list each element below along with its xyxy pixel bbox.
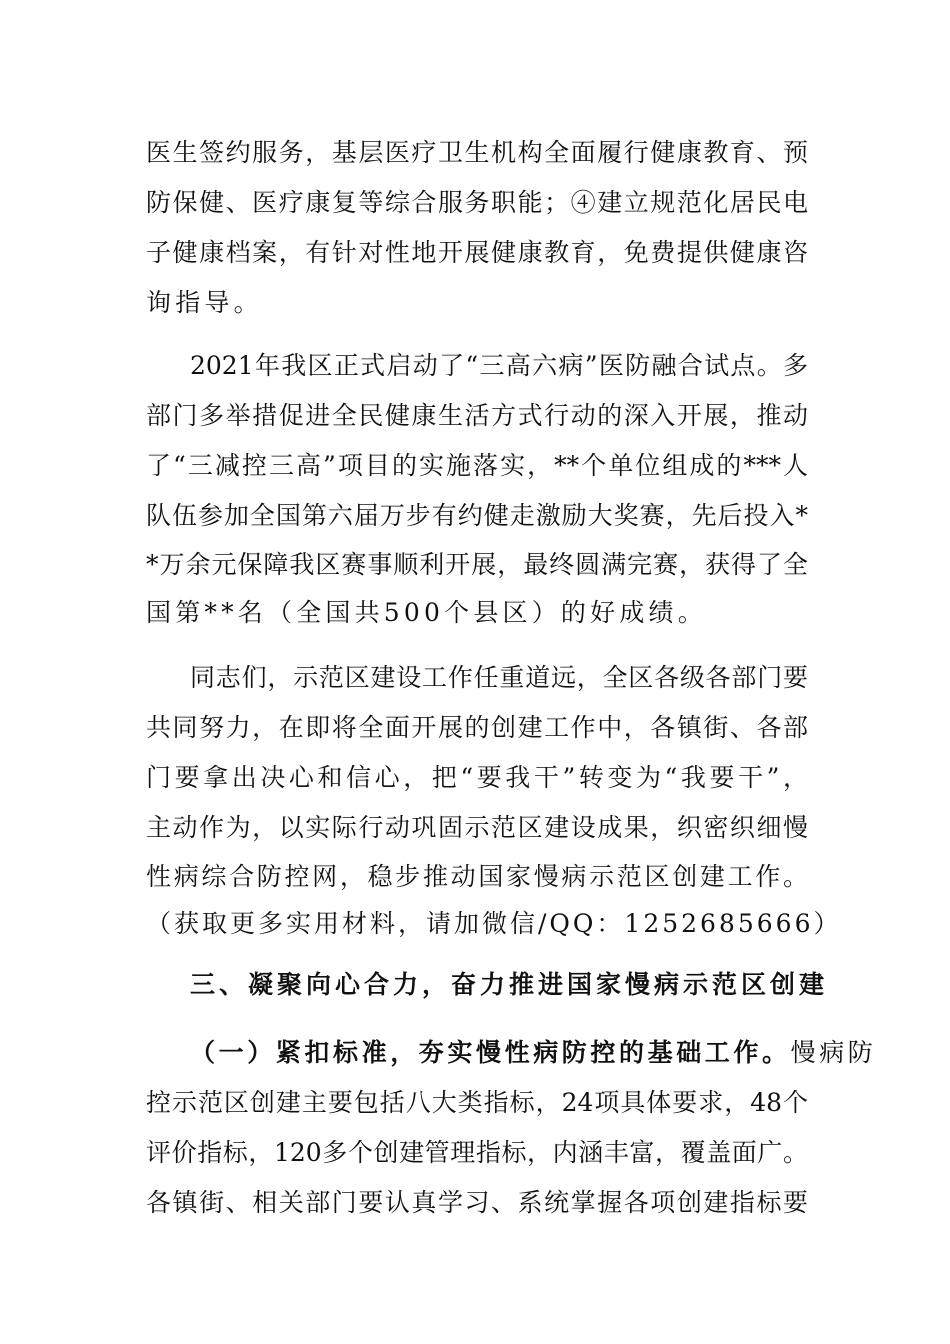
paragraph-3-line-2: 共同努力，在即将全面开展的创建工作中，各镇街、各部 bbox=[146, 713, 808, 742]
paragraph-2-line-5: *万余元保障我区赛事顺利开展，最终圆满完赛，获得了全 bbox=[146, 550, 808, 579]
paragraph-4-line-4: 各镇街、相关部门要认真学习、系统掌握各项创建指标要 bbox=[146, 1188, 808, 1217]
paragraph-2-line-1: 2021年我区正式启动了“三高六病”医防融合试点。多 bbox=[190, 351, 808, 380]
paragraph-2-line-3: 了“三减控三高”项目的实施落实，**个单位组成的***人 bbox=[146, 451, 808, 480]
paragraph-4-bold-lead: （一）紧扣标准，夯实慢性病防控的基础工作。 bbox=[190, 1038, 791, 1067]
paragraph-4-line-1-rest: 慢病防 bbox=[790, 1038, 877, 1067]
paragraph-4-line-2: 控示范区创建主要包括八大类指标，24项具体要求，48个 bbox=[146, 1088, 808, 1117]
paragraph-4-line-1 bbox=[190, 1033, 877, 1073]
paragraph-3-line-5: 性病综合防控网，稳步推动国家慢病示范区创建工作。 bbox=[146, 862, 808, 891]
paragraph-3-line-3: 门要拿出决心和信心，把“要我干”转变为“我要干”， bbox=[146, 763, 808, 792]
paragraph-2-line-6: 国第**名（全国共500个县区）的好成绩。 bbox=[146, 598, 707, 627]
paragraph-4-line-3: 评价指标，120多个创建管理指标，内涵丰富，覆盖面广。 bbox=[146, 1138, 808, 1167]
paragraph-1-line-4: 询指导。 bbox=[146, 288, 263, 317]
paragraph-3-line-6-contact: （获取更多实用材料，请加微信/QQ：1252685666） bbox=[146, 909, 842, 938]
section-heading: 三、凝聚向心合力，奋力推进国家慢病示范区创建 bbox=[190, 970, 829, 999]
paragraph-3-line-1: 同志们，示范区建设工作任重道远，全区各级各部门要 bbox=[190, 663, 808, 692]
paragraph-1-line-3: 子健康档案，有针对性地开展健康教育，免费提供健康咨 bbox=[146, 238, 808, 267]
paragraph-2-line-2: 部门多举措促进全民健康生活方式行动的深入开展，推动 bbox=[146, 401, 808, 430]
paragraph-1-line-2: 防保健、医疗康复等综合服务职能；④建立规范化居民电 bbox=[146, 188, 808, 217]
paragraph-2-line-4: 队伍参加全国第六届万步有约健走激励大奖赛，先后投入* bbox=[146, 501, 808, 530]
paragraph-1-line-1: 医生签约服务，基层医疗卫生机构全面履行健康教育、预 bbox=[146, 138, 808, 167]
paragraph-3-line-4: 主动作为，以实际行动巩固示范区建设成果，织密织细慢 bbox=[146, 813, 808, 842]
